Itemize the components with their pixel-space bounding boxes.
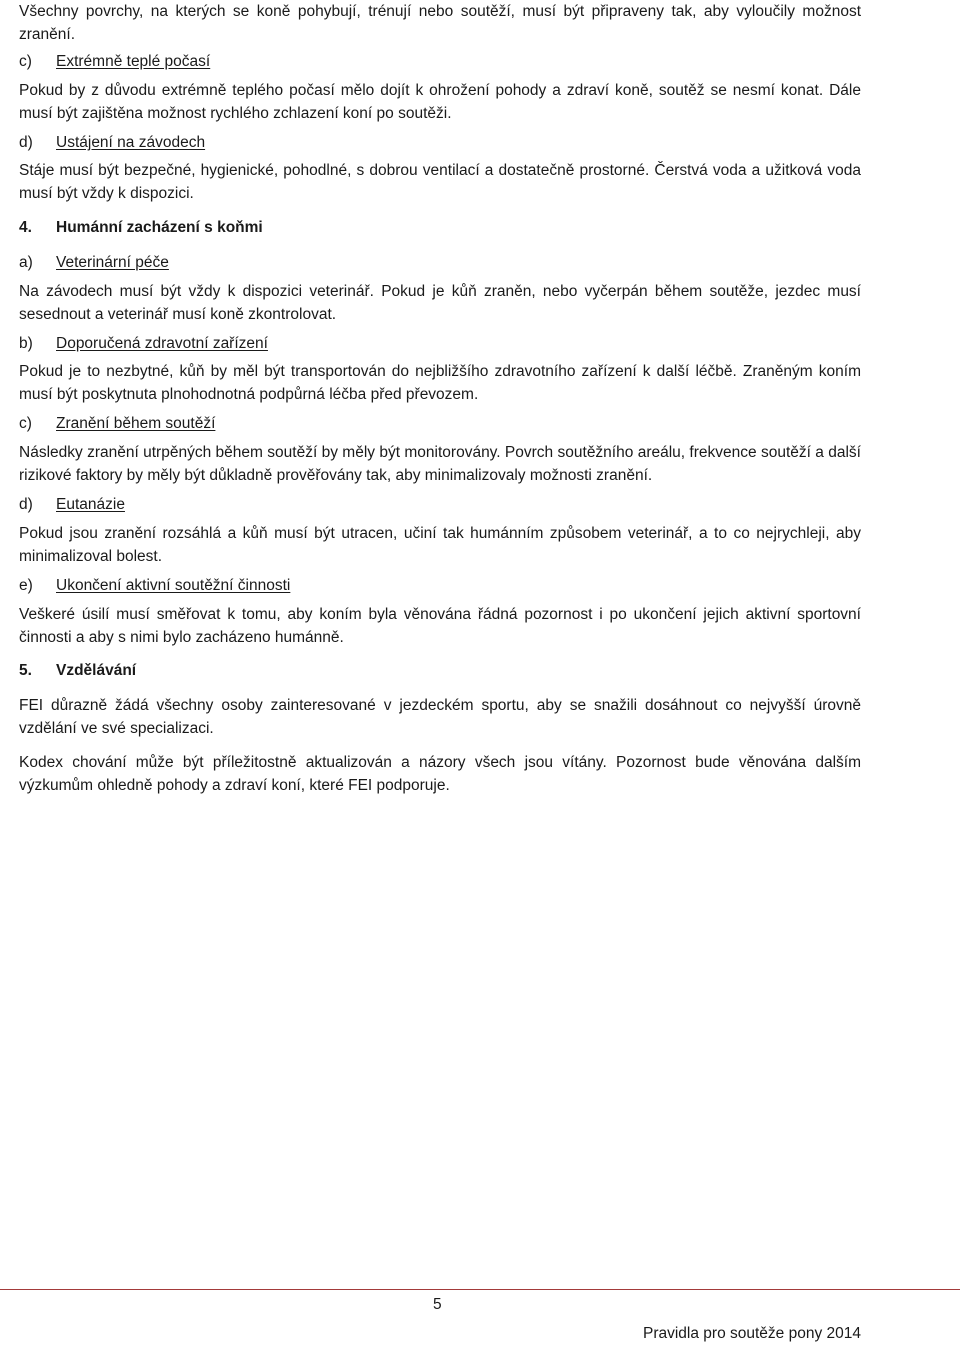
paragraph-education-2: Kodex chování může být příležitostně aktualizován a názory všech jsou vítány. Pozornost bude věnována dalším výzkumům ohledně pohody a zdraví koní, které FEI podporuje. <box>19 754 861 794</box>
paragraph-injuries: Následky zranění utrpěných během soutěží by měly být monitorovány. Povrch soutěžního areálu, frekvence soutěží a další rizikové faktory by měly být důkladně prověřovány tak, aby minimalizovaly možnosti zranění. <box>19 444 861 484</box>
paragraph-extreme-heat: Pokud by z důvodu extrémně teplého počasí mělo dojít k ohrožení pohody a zdraví koně, soutěž se nesmí konat. Dále musí být zajištěna možnost rychlého zchlazení koní po soutěži. <box>19 82 861 122</box>
subsection-heading-retirement <box>19 574 290 597</box>
section-title: Humánní zacházení s koňmi <box>56 219 263 236</box>
paragraph-education-1: FEI důrazně žádá všechny osoby zainteresované v jezdeckém sportu, aby se snažili dosáhnout co nejvyšší úrovně vzdělání ve své specializaci. <box>19 697 861 737</box>
footer-divider <box>0 1289 960 1290</box>
paragraph-euthanasia: Pokud jsou zranění rozsáhlá a kůň musí být utracen, učiní tak humánním způsobem veterinář, a to co nejrychleji, aby minimalizoval bolest. <box>19 525 861 565</box>
subsection-title: Eutanázie <box>56 496 125 513</box>
section-number: 5. <box>19 662 32 679</box>
subsection-heading-medical-facilities <box>19 332 268 355</box>
footer-document-title: Pravidla pro soutěže pony 2014 <box>642 1325 861 1342</box>
paragraph-retirement: Veškeré úsilí musí směřovat k tomu, aby koním byla věnována řádná pozornost i po ukončení jejich aktivní sportovní činnosti a aby s nimi bylo zacházeno humánně. <box>19 606 861 646</box>
subsection-marker: d) <box>19 134 33 151</box>
subsection-heading-euthanasia <box>19 493 125 516</box>
subsection-heading-injuries <box>19 412 215 435</box>
section-heading-4 <box>19 216 263 239</box>
subsection-title: Doporučená zdravotní zařízení <box>56 335 268 352</box>
subsection-marker: d) <box>19 496 33 513</box>
subsection-title: Ukončení aktivní soutěžní činnosti <box>56 577 291 594</box>
subsection-marker: c) <box>19 415 32 432</box>
subsection-marker: c) <box>19 53 32 70</box>
subsection-title: Extrémně teplé počasí <box>56 53 211 70</box>
subsection-marker: a) <box>19 254 33 271</box>
subsection-title: Ustájení na závodech <box>56 134 206 151</box>
subsection-heading-veterinary <box>19 251 169 274</box>
paragraph-veterinary: Na závodech musí být vždy k dispozici veterinář. Pokud je kůň zraněn, nebo vyčerpán během soutěže, jezdec musí sesednout a veterinář musí koně zkontrolovat. <box>19 283 861 323</box>
subsection-heading-extreme-heat <box>19 50 210 73</box>
subsection-title: Zranění během soutěží <box>56 415 216 432</box>
section-title: Vzdělávání <box>56 662 137 679</box>
section-heading-5 <box>19 659 136 682</box>
page-number: 5 <box>433 1296 442 1313</box>
subsection-heading-stabling <box>19 131 205 154</box>
subsection-marker: b) <box>19 335 33 352</box>
subsection-title: Veterinární péče <box>56 254 169 271</box>
paragraph-medical-facilities: Pokud je to nezbytné, kůň by měl být transportován do nejbližšího zdravotního zařízení k další léčbě. Zraněným koním musí být poskytnuta plnohodnotná podpůrná léčba před převozem. <box>19 363 861 403</box>
intro-paragraph: Všechny povrchy, na kterých se koně pohybují, trénují nebo soutěží, musí být připraveny tak, aby vyloučily možnost zranění. <box>19 3 861 43</box>
subsection-marker: e) <box>19 577 33 594</box>
section-number: 4. <box>19 219 32 236</box>
paragraph-stabling: Stáje musí být bezpečné, hygienické, pohodlné, s dobrou ventilací a dostatečně prostorné. Čerstvá voda a užitková voda musí být vždy k dispozici. <box>19 162 861 202</box>
